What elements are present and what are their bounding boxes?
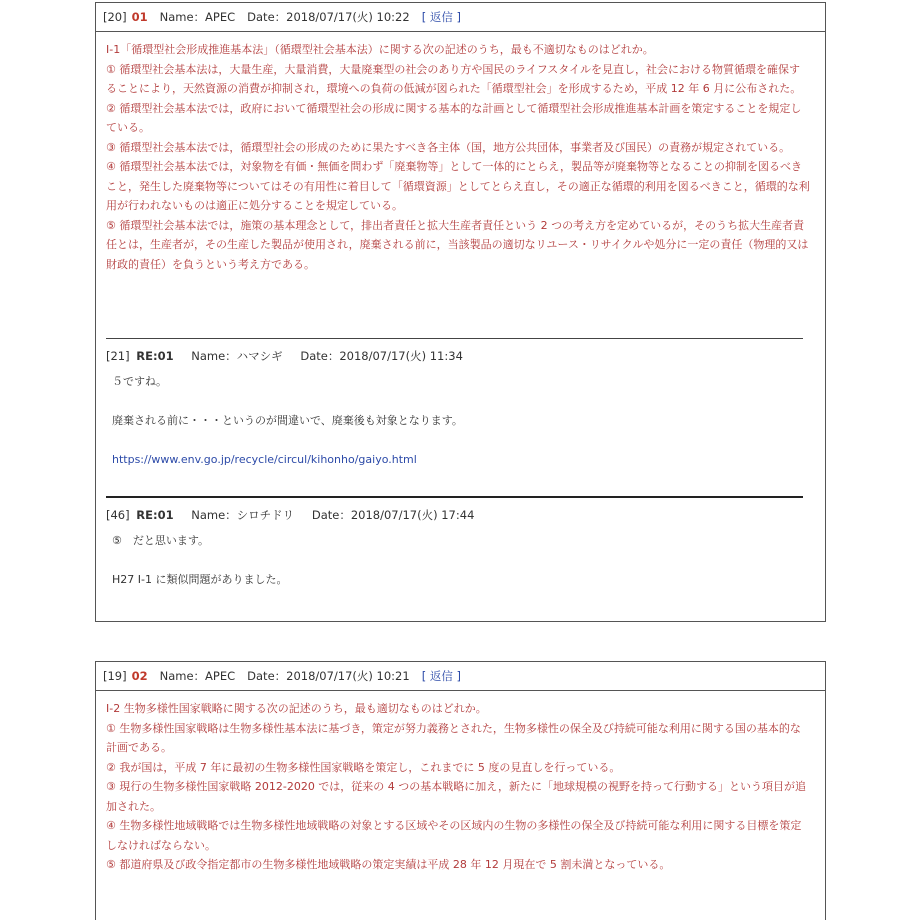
reply-number: [46] <box>106 508 130 522</box>
question-option: ④ 循環型社会基本法では，対象物を有価・無価を問わず「廃棄物等」として一体的にとらえ，製品等が廃棄物等となることの抑制を図るべきこと，発生した廃棄物等についてはその有用性に着目して「循環資源」としてとらえ直し，その適正な循環的利用を図るべきこと，循環的な利用が行われないものは適正に処分することを規定している。 <box>106 160 810 212</box>
post-title: 01 <box>131 10 148 24</box>
question-option: ① 生物多様性国家戦略は生物多様性基本法に基づき，策定が努力義務とされた，生物多様性の保全及び持続可能な利用に関する国の基本的な計画である。 <box>106 721 801 754</box>
reply-line: ５ですね。 <box>112 375 167 388</box>
post-date: Date：2018/07/17(火) 10:21 <box>247 669 410 683</box>
question-line: Ⅰ-1「循環型社会形成推進基本法」（循環型社会基本法）に関する次の記述のうち，最も不適切なものはどれか。 <box>106 43 654 56</box>
post-date: Date：2018/07/17(火) 10:22 <box>247 10 410 24</box>
reply-46 <box>96 498 811 590</box>
reply-title: RE:01 <box>136 349 174 363</box>
question-option: ⑤ 都道府県及び政令指定都市の生物多様性地域戦略の策定実績は平成 28 年 12 月現在で 5 割未満となっている。 <box>106 858 671 871</box>
reply-author: Name：シロチドリ <box>191 508 295 522</box>
question-text <box>96 691 811 875</box>
reply-title: RE:01 <box>136 508 174 522</box>
question-option: ② 我が国は，平成 7 年に最初の生物多様性国家戦略を策定し，これまでに 5 度の見直しを行っている。 <box>106 760 621 774</box>
post-number: [19] <box>103 669 127 683</box>
reply-header <box>106 346 811 366</box>
reply-url-link[interactable]: https://www.env.go.jp/recycle/circul/kihonho/gaiyo.html <box>112 453 417 466</box>
author-name: Name：APEC <box>159 10 236 24</box>
post-title: 02 <box>131 669 148 683</box>
reply-date: Date：2018/07/17(火) 17:44 <box>311 508 475 522</box>
question-option: ③ 現行の生物多様性国家戦略 2012-2020 では，従来の 4 つの基本戦略に加え，新たに「地球規模の視野を持って行動する」という項目が追加された。 <box>106 780 806 813</box>
reply-line: ⑤ だと思います。 <box>112 534 209 547</box>
thread-header <box>96 662 825 691</box>
question-option: ④ 生物多様性地域戦略では生物多様性地域戦略の対象とする区域やその区域内の生物の多様性の保全及び持続可能な利用に関する目標を策定しなければならない。 <box>106 819 802 852</box>
question-line: Ⅰ-2 生物多様性国家戦略に関する次の記述のうち，最も適切なものはどれか。 <box>106 702 487 715</box>
reply-line: H27 Ⅰ-1 に類似問題がありました。 <box>112 573 288 586</box>
reply-date: Date：2018/07/17(火) 11:34 <box>300 349 463 363</box>
reply-author: Name：ハマシギ <box>191 349 283 363</box>
thread-02 <box>95 661 826 920</box>
question-text <box>96 32 811 338</box>
reply-body <box>106 525 811 590</box>
reply-number: [21] <box>106 349 130 363</box>
question-option: ⑤ 循環型社会基本法では，施策の基本理念として，排出者責任と拡大生産者責任という 2 つの考え方を定めているが，そのうち拡大生産者責任とは，生産者が，その生産した製品が使用され，廃棄される前に，当該製品の適切なリユース・リサイクルや処分に一定の責任（物理的又は財政的責任）を負うという考え方である。 <box>106 218 809 271</box>
thread-01 <box>95 2 826 622</box>
reply-body <box>106 366 811 470</box>
reply-21 <box>96 339 811 496</box>
thread-header <box>96 3 825 32</box>
question-option: ③ 循環型社会基本法では，循環型社会の形成のために果たすべき各主体（国，地方公共団体，事業者及び国民）の責務が規定されている。 <box>106 140 791 154</box>
reply-line: 廃棄される前に・・・というのが間違いで、廃棄後も対象となります。 <box>112 414 463 427</box>
reply-link[interactable]: [ 返信 ] <box>421 669 461 683</box>
post-number: [20] <box>103 10 127 24</box>
reply-header <box>106 505 811 525</box>
question-option: ① 循環型社会基本法は，大量生産，大量消費，大量廃棄型の社会のあり方や国民のライフスタイルを見直し，社会における物質循環を確保することにより，天然資源の消費が抑制され，環境への負荷の低減が図られた「循環型社会」を形成するため，平成 12 年 6 月に公布された。 <box>106 62 802 95</box>
author-name: Name：APEC <box>159 669 236 683</box>
question-option: ② 循環型社会基本法では，政府において循環型社会の形成に関する基本的な計画として循環型社会形成推進基本計画を策定することを規定している。 <box>106 101 802 134</box>
reply-link[interactable]: [ 返信 ] <box>421 10 461 24</box>
